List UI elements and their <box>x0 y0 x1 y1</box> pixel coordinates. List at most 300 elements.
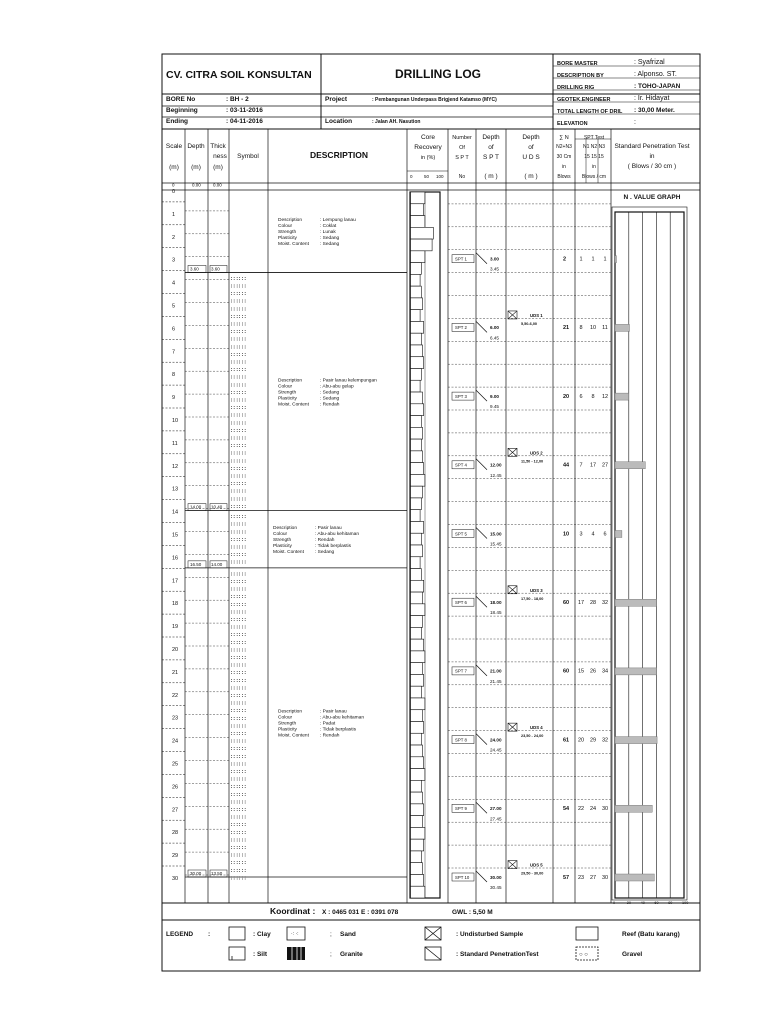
col-core-2: Recovery <box>414 144 442 151</box>
spt-depth-end-label: 6.45 <box>490 335 499 341</box>
scale-mark-29: 29 <box>172 853 179 860</box>
scale-mark-3: 3 <box>172 257 176 264</box>
spt-n1: 1 <box>579 256 583 263</box>
graph-tick-0: 0 <box>613 901 616 905</box>
core-scale-100: 100 <box>436 174 444 179</box>
spt-no-label: SPT 8 <box>455 737 467 743</box>
spt-marker-diagonal <box>476 459 487 470</box>
layer-desc-key-2: Colour <box>278 224 293 230</box>
legend-gravel-pattern: ○ ○ <box>579 952 588 958</box>
company-name: CV. CITRA SOIL KONSULTAN <box>166 69 312 81</box>
col-sptdepth-3: S P T <box>482 154 500 161</box>
layer-desc-value-3: : Lunak <box>320 230 336 236</box>
silt-symbol-pattern: ∷ ∷ ∷ <box>231 474 246 481</box>
silt-symbol-pattern: ∷ ∷ ∷ <box>231 647 246 654</box>
scale-mark-2: 2 <box>172 234 176 241</box>
scale-mark-16: 16 <box>172 555 179 562</box>
spt-sum-n: 54 <box>563 806 570 813</box>
layer-desc-value-1: : Pasir lanau kelempungan <box>320 378 377 384</box>
geotek-engineer-label: GEOTEK.ENGINEER <box>557 97 611 103</box>
col-sptno-2: Of <box>459 145 465 151</box>
n-value-bar-9 <box>615 805 652 812</box>
spt-n3: 6 <box>603 531 607 538</box>
layer-desc-key-4: Plasticity <box>273 544 292 550</box>
col-spttest-3: 15 15 15 <box>584 154 604 160</box>
silt-symbol-pattern: ∷ ∷ ∷ <box>231 579 246 586</box>
scale-mark-20: 20 <box>172 647 179 653</box>
layer-desc-value-2: : Abu-abu kehitaman <box>315 532 360 538</box>
scale-mark-9: 9 <box>172 395 176 402</box>
silt-symbol-pattern: ∷ ∷ ∷ <box>231 489 246 496</box>
spt-n1: 23 <box>577 874 585 881</box>
depth-zero-top: 0.00 <box>192 182 201 188</box>
scale-mark-17: 17 <box>172 578 179 585</box>
col-scale-1: Scale <box>165 143 183 150</box>
col-udsdepth-4: ( m ) <box>524 173 538 180</box>
col-graph-2: in <box>649 153 655 160</box>
core-recovery-bar <box>411 416 422 428</box>
spt-sum-n: 21 <box>563 325 570 332</box>
spt-no-label: SPT 9 <box>455 806 467 812</box>
uds-range-label: 5,50-6,00 <box>521 321 538 326</box>
spt-sum-n: 61 <box>563 737 570 744</box>
scale-mark-25: 25 <box>172 761 179 768</box>
layer-desc-key-2: Colour <box>278 715 293 721</box>
layer-desc-key-5: Moist. Content <box>278 402 309 408</box>
core-recovery-bar <box>411 216 425 228</box>
silt-symbol-pattern: ∷ ∷ ∷ <box>231 504 246 511</box>
silt-symbol-pattern: ∷ ∷ ∷ <box>231 678 246 685</box>
gwl-value: GWL : 5,50 M <box>452 909 493 916</box>
core-recovery-bar <box>411 286 422 298</box>
silt-symbol-pattern: ∷ ∷ ∷ <box>231 360 246 367</box>
n-value-graph-title: N . VALUE GRAPH <box>623 194 681 201</box>
silt-symbol-pattern: ∷ ∷ ∷ <box>231 868 246 875</box>
footer <box>270 906 493 916</box>
scale-mark-10: 10 <box>172 418 179 424</box>
core-recovery-bar <box>411 616 423 628</box>
silt-symbol-pattern: ∷ ∷ ∷ <box>231 291 246 298</box>
core-recovery-bar <box>411 722 424 734</box>
graph-tick-100: 100 <box>682 901 689 905</box>
layer-depth-label: 16.50 <box>190 561 202 567</box>
core-recovery-bar <box>411 333 422 345</box>
silt-symbol-pattern: ∷ ∷ ∷ <box>231 552 246 559</box>
silt-symbol-pattern: ∷ ∷ ∷ <box>231 458 246 465</box>
scale-mark-6: 6 <box>172 326 176 333</box>
core-recovery-bar <box>411 321 424 333</box>
core-recovery-bar <box>411 545 423 557</box>
core-recovery-bar <box>411 745 423 757</box>
silt-symbol-pattern: ∷ ∷ ∷ <box>231 522 246 529</box>
spt-n3: 32 <box>601 600 609 606</box>
col-thick-1: Thick <box>210 143 226 150</box>
core-recovery-bar <box>411 651 425 663</box>
core-recovery-bar <box>411 392 423 404</box>
spt-no-label: SPT 4 <box>455 462 467 468</box>
koordinat-label: Koordinat : <box>270 906 316 916</box>
spt-n3: 12 <box>601 393 609 400</box>
legend-sand-sep: ; <box>330 931 332 938</box>
core-recovery-bar <box>411 298 423 310</box>
scale-mark-30: 30 <box>172 876 179 882</box>
koordinat-value: X : 0465 031 E : 0391 078 <box>322 909 399 916</box>
silt-symbol-pattern: ∷ ∷ ∷ <box>231 398 246 405</box>
legend-granite-sep: ; <box>330 951 332 958</box>
core-recovery-bar <box>411 310 421 322</box>
ending-value: : 04-11-2016 <box>226 118 263 125</box>
legend-colon: : <box>208 931 211 938</box>
spt-no-label: SPT 3 <box>455 393 467 399</box>
spt-sum-n: 2 <box>563 256 567 263</box>
spt-sum-n: 44 <box>563 462 570 469</box>
silt-symbol-pattern: ∷ ∷ ∷ <box>231 845 246 852</box>
uds-no-label: UDS 2 <box>530 450 543 456</box>
core-recovery-bar <box>411 780 422 792</box>
drilling-rig-value: : TOHO-JAPAN <box>634 83 681 90</box>
silt-symbol-pattern: ∷ ∷ ∷ <box>231 663 246 670</box>
core-recovery-bar <box>411 427 423 439</box>
layer-desc-value-1: : Pasir lanau <box>315 526 342 532</box>
log-body <box>162 183 688 906</box>
silt-symbol-pattern: ∷ ∷ ∷ <box>231 632 246 639</box>
spt-marker-diagonal <box>476 253 487 264</box>
silt-symbol-pattern: ∷ ∷ ∷ <box>231 322 246 329</box>
legend-uds-label: : Undisturbed Sample <box>456 931 524 938</box>
core-recovery-bar <box>411 204 424 216</box>
scale-mark-5: 5 <box>172 303 176 310</box>
graph-tick-80: 80 <box>668 901 673 905</box>
scale-mark-15: 15 <box>172 532 179 539</box>
core-recovery-bar <box>411 604 425 616</box>
layer-desc-key-5: Moist. Content <box>278 733 309 739</box>
spt-n3: 30 <box>601 806 609 813</box>
col-depth-3: (m) <box>191 164 201 171</box>
silt-symbol-pattern: ∷ ∷ ∷ <box>231 837 246 844</box>
col-thick-2: ness <box>213 153 227 160</box>
bore-no-value: : BH - 2 <box>226 96 249 103</box>
layer-depth-label: 30.00 <box>190 871 202 876</box>
silt-symbol-pattern: ∷ ∷ ∷ <box>231 853 246 860</box>
spt-sum-n: 10 <box>563 531 570 538</box>
layer-desc-value-2: : Abu-abu gelap <box>320 384 354 390</box>
graph-tick-20: 20 <box>626 901 632 905</box>
description-by-label: DESCRIPTION BY <box>557 73 604 79</box>
n-value-bar-1 <box>615 256 617 263</box>
uds-no-label: UDS 3 <box>530 587 543 593</box>
silt-symbol-pattern: ∷ ∷ ∷ <box>231 609 246 616</box>
silt-symbol-pattern: ∷ ∷ ∷ <box>231 390 246 397</box>
silt-symbol-pattern: ∷ ∷ ∷ <box>231 352 246 359</box>
spt-marker-diagonal <box>476 665 487 676</box>
core-recovery-bar <box>411 239 433 251</box>
spt-n1: 3 <box>579 531 583 538</box>
core-recovery-bar <box>411 792 423 804</box>
core-recovery-bar <box>411 463 424 475</box>
core-recovery-bar <box>411 486 423 498</box>
scale-mark-23: 23 <box>172 715 179 722</box>
layer-desc-value-2: : Abu-abu kehitaman <box>320 715 365 721</box>
col-core-3: in (%) <box>420 155 436 161</box>
graph-tick-60: 60 <box>654 901 659 905</box>
scale-mark-26: 26 <box>172 784 179 791</box>
spt-marker-diagonal <box>476 321 487 332</box>
spt-sum-n: 60 <box>563 668 570 675</box>
beginning-value: : 03-11-2016 <box>226 107 263 114</box>
core-recovery-bar <box>411 580 424 592</box>
elevation-label: ELEVATION <box>557 121 588 127</box>
core-recovery-bar <box>411 839 424 851</box>
layer-desc-value-1: : Pasir lanau <box>320 709 347 715</box>
drilling-rig-label: DRILLING RIG <box>557 85 595 91</box>
spt-no-label: SPT 2 <box>455 325 467 331</box>
spt-depth-label: 12.00 <box>490 462 502 468</box>
spt-sum-n: 60 <box>563 600 570 606</box>
spt-depth-end-label: 3.45 <box>490 266 499 272</box>
layer-desc-value-4: : Sedang <box>320 236 340 242</box>
scale-mark-8: 8 <box>172 372 176 379</box>
layer-desc-key-4: Plasticity <box>278 727 297 733</box>
silt-symbol-pattern: ∷ ∷ ∷ <box>231 815 246 822</box>
spt-marker-diagonal <box>476 528 487 539</box>
silt-symbol-pattern: ∷ ∷ ∷ <box>231 822 246 829</box>
layer-desc-value-4: : Tidak berplastis <box>320 727 356 733</box>
spt-depth-end-label: 15.45 <box>490 541 502 547</box>
spt-sum-n: 20 <box>563 393 570 400</box>
col-spttest-1: SPT Test <box>583 135 605 141</box>
scale-mark-27: 27 <box>172 807 179 814</box>
core-recovery-bar <box>411 627 422 639</box>
spt-depth-end-label: 21.45 <box>490 678 502 684</box>
core-recovery-bar <box>411 674 424 686</box>
silt-symbol-pattern: ∷ ∷ ∷ <box>231 375 246 382</box>
silt-symbol-pattern: ∷ ∷ ∷ <box>231 529 246 536</box>
layer-desc-key-1: Description <box>278 378 302 384</box>
spt-n2: 24 <box>589 806 597 813</box>
core-recovery-bar <box>411 357 424 369</box>
scale-mark-28: 28 <box>172 830 179 837</box>
n-value-bar-10 <box>615 874 654 881</box>
silt-symbol-pattern: ∷ ∷ ∷ <box>231 496 246 503</box>
core-recovery-bar <box>411 733 422 745</box>
legend-title: LEGEND <box>166 931 194 938</box>
layer-desc-value-2: : Coklat <box>320 224 337 230</box>
spt-depth-end-label: 9.45 <box>490 404 499 410</box>
spt-n2: 1 <box>591 256 595 263</box>
silt-symbol-pattern: ∷ ∷ ∷ <box>231 420 246 427</box>
n-value-bar-2 <box>615 324 629 331</box>
core-recovery-bar <box>411 510 421 522</box>
silt-symbol-pattern: ∷ ∷ ∷ <box>231 792 246 799</box>
layer-desc-key-4: Plasticity <box>278 236 297 242</box>
silt-symbol-pattern: ∷ ∷ ∷ <box>231 382 246 389</box>
bore-master-label: BORE MASTER <box>557 61 598 67</box>
core-scale-50: 50 <box>424 174 430 179</box>
col-sumn-3: 30 Cm <box>556 154 572 160</box>
silt-symbol-pattern: ∷ ∷ ∷ <box>231 640 246 647</box>
spt-depth-label: 6.00 <box>490 325 499 331</box>
core-recovery-bar <box>411 639 424 651</box>
silt-symbol-pattern: ∷ ∷ ∷ <box>231 875 246 882</box>
silt-symbol-pattern: ∷ ∷ ∷ <box>231 284 246 291</box>
silt-symbol-pattern: ∷ ∷ ∷ <box>231 367 246 374</box>
silt-symbol-pattern: ∷ ∷ ∷ <box>231 784 246 791</box>
silt-symbol-pattern: ∷ ∷ ∷ <box>231 708 246 715</box>
col-sumn-1: ∑ N <box>559 135 569 141</box>
layer-thickness-label: 3.60 <box>211 266 220 272</box>
core-recovery-bar <box>411 698 425 710</box>
soil-layer-4 <box>185 572 407 882</box>
col-udsdepth-3: U D S <box>522 154 540 161</box>
col-thick-3: (m) <box>213 164 223 171</box>
silt-symbol-pattern: ∷ ∷ ∷ <box>231 602 246 609</box>
spt-n1: 17 <box>577 600 585 606</box>
silt-symbol-pattern: ∷ ∷ ∷ <box>231 701 246 708</box>
col-udsdepth-1: Depth <box>522 134 540 141</box>
core-recovery-bar <box>411 404 424 416</box>
spt-marker-diagonal <box>476 802 487 813</box>
silt-symbol-pattern: ∷ ∷ ∷ <box>231 587 246 594</box>
layer-desc-key-5: Moist. Content <box>278 242 309 248</box>
spt-n2: 8 <box>591 393 595 400</box>
col-sptno-3: S P T <box>455 155 469 161</box>
core-recovery-bar <box>411 886 425 898</box>
uds-cross <box>508 723 517 731</box>
spt-n3: 34 <box>601 668 609 675</box>
silt-symbol-pattern: ∷ ∷ ∷ <box>231 428 246 435</box>
thick-zero-top: 0.00 <box>213 182 222 188</box>
core-recovery-bar <box>411 851 422 863</box>
legend-silt-label: : Silt <box>253 951 268 958</box>
core-recovery-bar <box>411 804 424 816</box>
silt-symbol-pattern: ∷ ∷ ∷ <box>231 769 246 776</box>
spt-depth-label: 18.00 <box>490 600 502 605</box>
layer-desc-key-4: Plasticity <box>278 396 297 402</box>
spt-n2: 4 <box>591 531 595 538</box>
core-recovery-bar <box>411 769 425 781</box>
core-recovery-bar <box>411 474 425 486</box>
legend-silt-swatch <box>229 947 245 960</box>
core-recovery-bar <box>411 557 421 569</box>
uds-range-label: 29,50 - 30,00 <box>521 871 544 876</box>
scale-mark-13: 13 <box>172 486 179 493</box>
scale-mark-0: 0 <box>172 189 176 195</box>
spt-no-label: SPT 5 <box>455 531 467 537</box>
scale-zero-top: 0 <box>172 182 175 188</box>
layer-desc-value-4: : Tidak berplastis <box>315 544 351 550</box>
core-scale-0: 0 <box>410 174 413 179</box>
silt-symbol-pattern: ∷ ∷ ∷ <box>231 670 246 677</box>
layer-desc-value-3: : Rendah <box>315 538 335 544</box>
silt-symbol-pattern: ∷ ∷ ∷ <box>231 337 246 344</box>
silt-symbol-pattern: ∷ ∷ ∷ <box>231 413 246 420</box>
layer-thickness-label: 10.40 <box>211 504 223 510</box>
legend-sand-label: Sand <box>340 931 356 938</box>
spt-no-label: SPT 1 <box>455 256 467 262</box>
spt-record-5 <box>452 528 607 547</box>
core-recovery-bar <box>411 663 423 675</box>
col-sptdepth-1: Depth <box>482 134 500 141</box>
spt-n1: 15 <box>577 668 585 675</box>
uds-no-label: UDS 5 <box>530 862 543 868</box>
core-recovery-bar <box>411 227 434 239</box>
spt-no-label: SPT 7 <box>455 668 467 674</box>
spt-marker-diagonal <box>476 871 487 882</box>
spt-marker-diagonal <box>476 390 487 401</box>
col-spttest-2: N1 N2 N3 <box>583 144 605 150</box>
soil-layer-1 <box>185 217 407 272</box>
uds-range-label: 23,50 - 24,00 <box>521 734 544 739</box>
core-recovery-bar <box>411 710 423 722</box>
spt-record-1 <box>452 253 607 272</box>
core-recovery-bar <box>411 757 424 769</box>
silt-symbol-pattern: ∷ ∷ ∷ <box>231 405 246 412</box>
col-sptdepth-2: of <box>488 144 494 151</box>
project-value: : Pembangunan Underpass Brigjend Katamso (MYC) <box>372 97 497 103</box>
silt-symbol-pattern: ∷ ∷ ∷ <box>231 761 246 768</box>
spt-n1: 22 <box>577 806 585 813</box>
col-core-1: Core <box>420 134 436 141</box>
legend-uds-cross <box>425 927 441 940</box>
core-recovery-bar <box>411 251 425 263</box>
layer-thickness-label: 13.50 <box>211 871 223 876</box>
geotek-engineer-value: : Ir. Hidayat <box>634 95 670 102</box>
spt-depth-label: 30.00 <box>490 874 502 880</box>
n-value-bar-7 <box>615 668 656 675</box>
spt-depth-end-label: 30.45 <box>490 885 502 890</box>
core-recovery-bar <box>411 521 424 533</box>
core-recovery-bar <box>411 498 422 510</box>
spt-marker-diagonal <box>476 734 487 745</box>
layer-desc-value-5: : Rendah <box>320 402 340 408</box>
beginning-label: Beginning <box>166 107 198 114</box>
core-recovery-bar <box>411 863 423 875</box>
legend-sand-dots: ·: ·: <box>291 931 299 937</box>
elevation-value: : <box>634 119 636 126</box>
spt-no-label: SPT 6 <box>455 600 467 605</box>
layer-desc-key-2: Colour <box>273 532 288 538</box>
legend-reef-swatch <box>576 927 598 940</box>
spt-depth-end-label: 27.45 <box>490 816 502 822</box>
core-recovery-bar <box>411 686 422 698</box>
spt-depth-label: 15.00 <box>490 531 502 537</box>
legend-gravel-label: Gravel <box>622 951 643 958</box>
silt-symbol-pattern: ∷ ∷ ∷ <box>231 685 246 692</box>
layer-desc-value-1: : Lempung lanau <box>320 218 356 224</box>
layer-desc-value-5: : Rendah <box>320 733 340 739</box>
silt-symbol-pattern: ∷ ∷ ∷ <box>231 299 246 306</box>
description-by-value: : Alponso. ST. <box>634 71 677 78</box>
soil-layer-3 <box>185 515 407 568</box>
scale-mark-7: 7 <box>172 349 176 356</box>
layer-desc-value-5: : Sedang <box>315 550 335 556</box>
col-sumn-4: in <box>562 164 566 170</box>
layer-desc-value-3: : Padat <box>320 721 336 727</box>
silt-symbol-pattern: ∷ ∷ ∷ <box>231 777 246 784</box>
silt-symbol-pattern: ∷ ∷ ∷ <box>231 329 246 336</box>
silt-symbol-pattern: ∷ ∷ ∷ <box>231 754 246 761</box>
legend-granite-label: Granite <box>340 951 363 958</box>
core-recovery-bar <box>411 274 421 286</box>
silt-symbol-pattern: ∷ ∷ ∷ <box>231 625 246 632</box>
col-sptno-1: Number <box>452 135 472 141</box>
silt-symbol-pattern: ∷ ∷ ∷ <box>231 617 246 624</box>
silt-symbol-pattern: ∷ ∷ ∷ <box>231 693 246 700</box>
location-label: Location <box>325 118 353 125</box>
scale-mark-11: 11 <box>172 440 178 447</box>
silt-symbol-pattern: ∷ ∷ ∷ <box>231 739 246 746</box>
spt-n3: 30 <box>601 874 609 881</box>
